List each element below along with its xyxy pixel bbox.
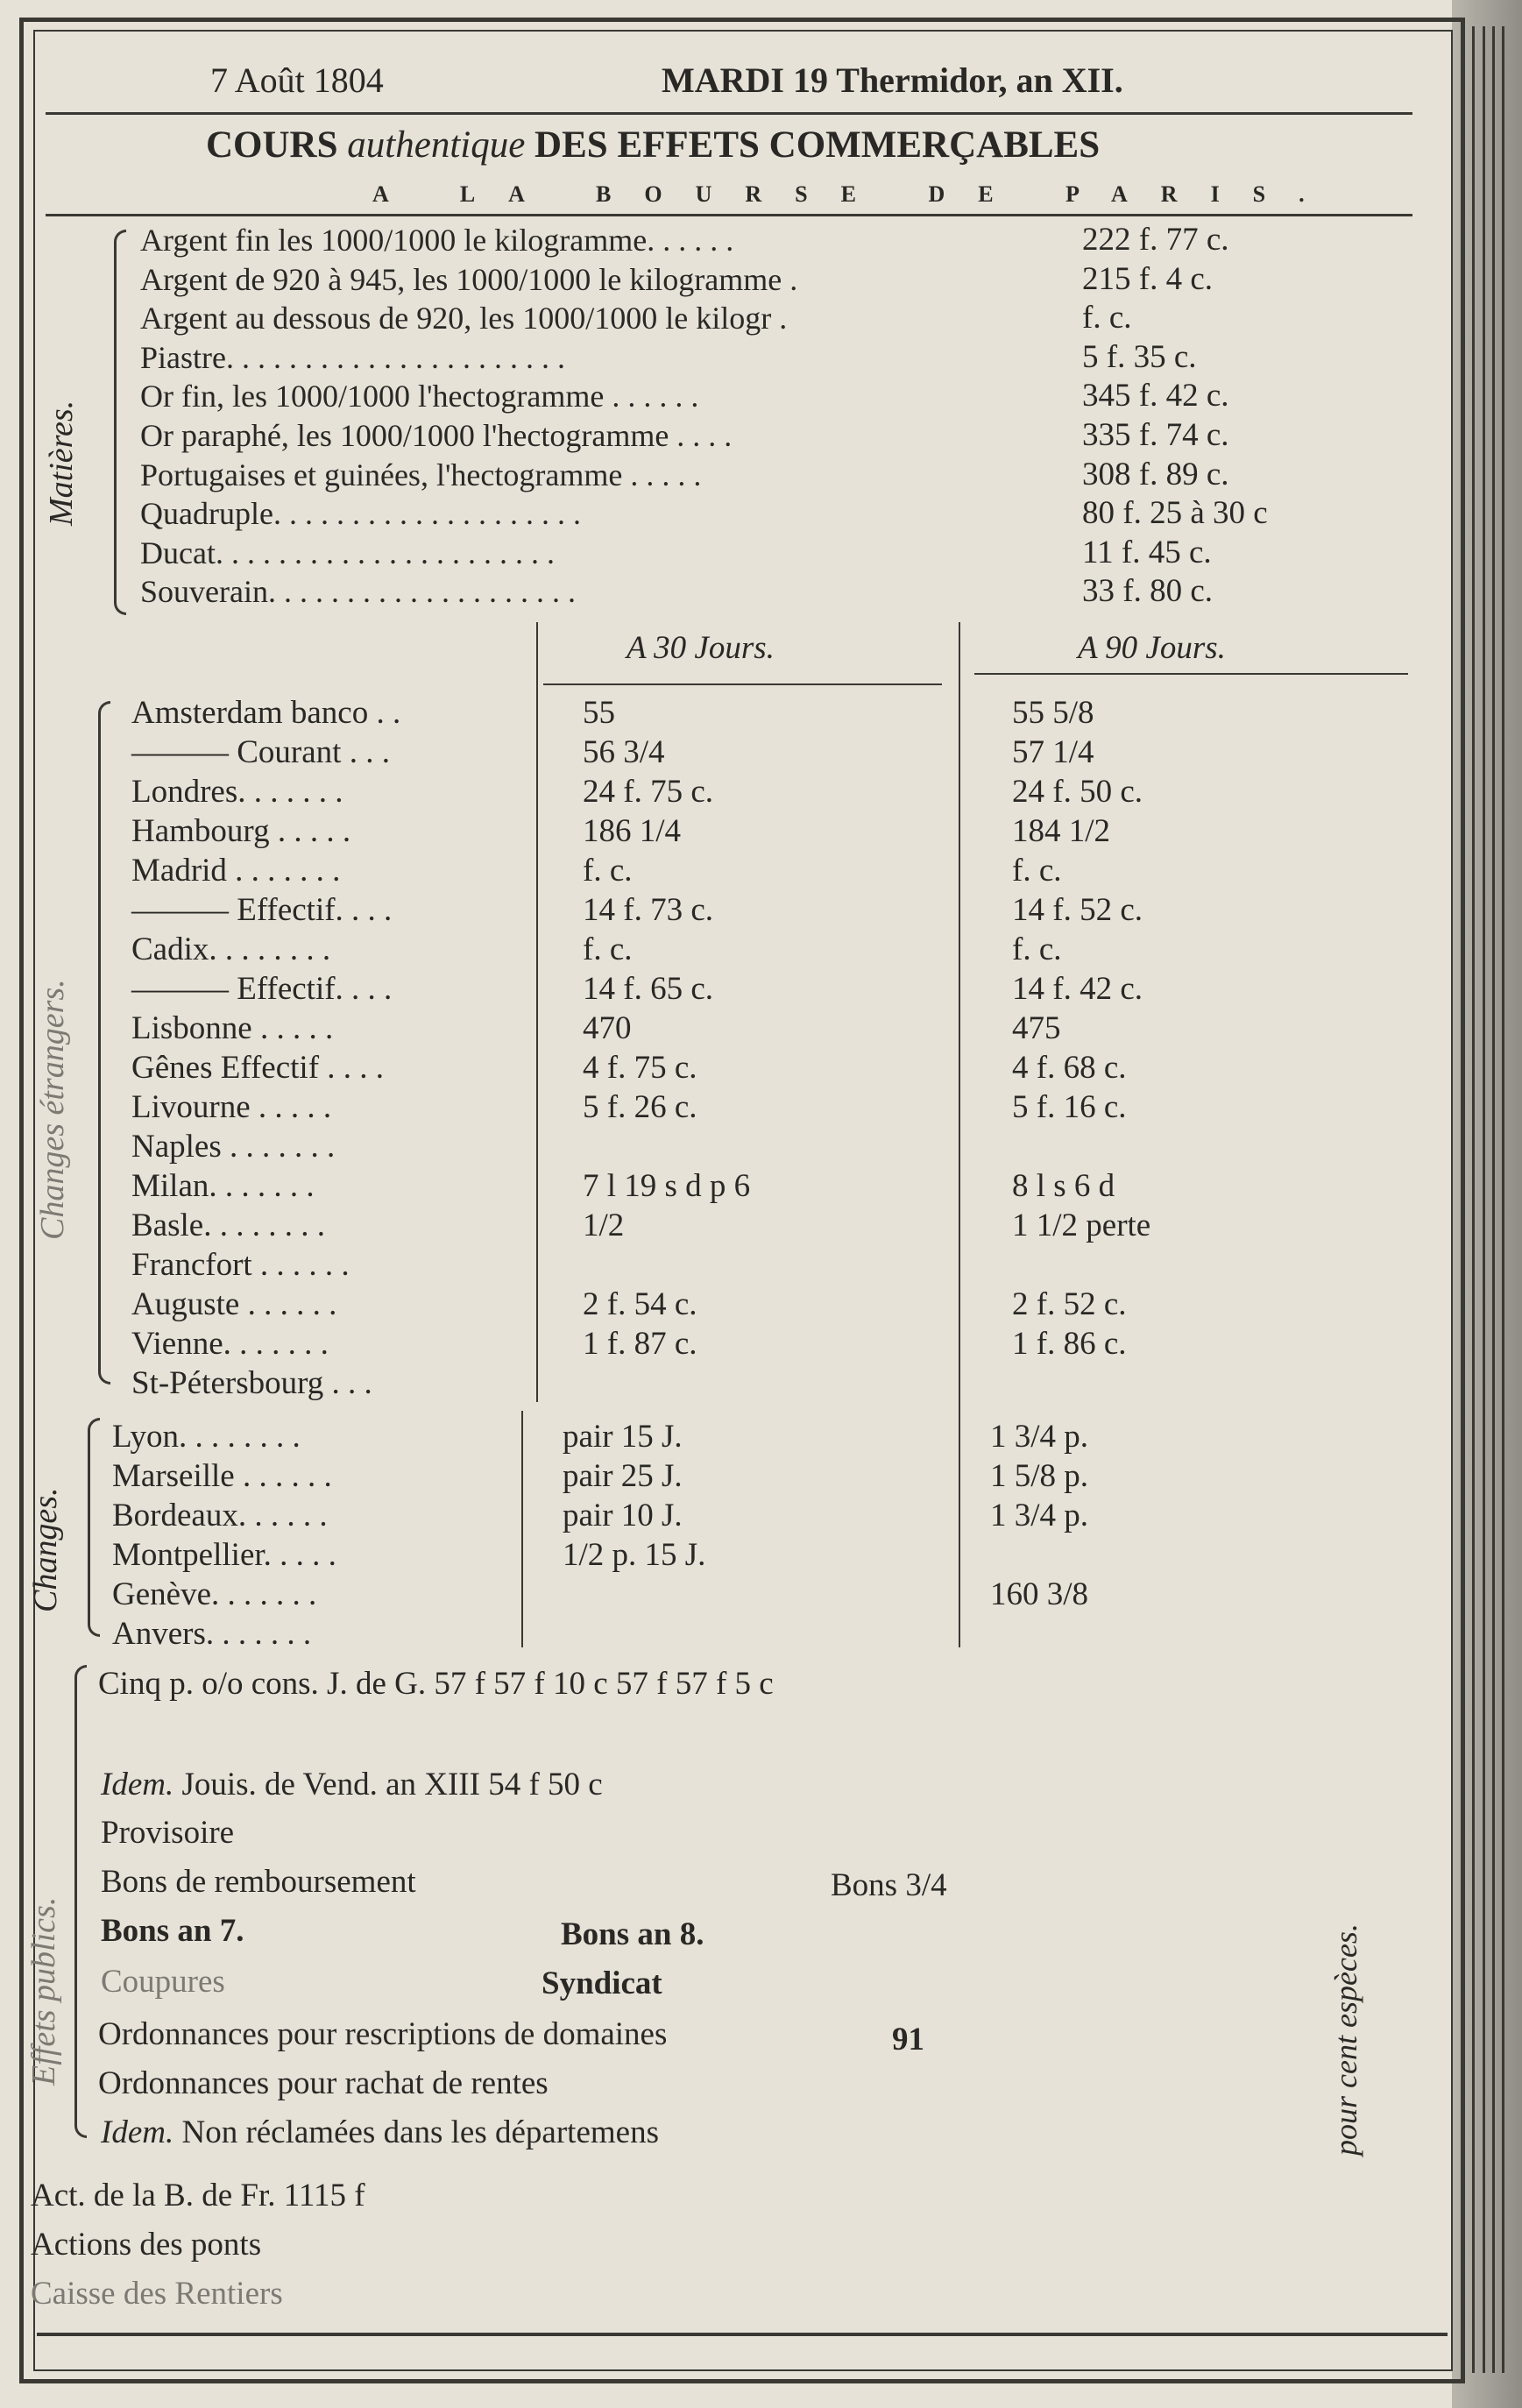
matiere-label: Argent de 920 à 945, les 1000/1000 le kilogramme .: [140, 261, 798, 297]
page-edge: [1483, 26, 1485, 2373]
column-rule: [536, 622, 538, 1402]
matiere-label: Ducat. . . . . . . . . . . . . . . . . . . . . .: [140, 535, 555, 570]
change-90-jours: 1 3/4 p.: [990, 1419, 1089, 1455]
change-30-jours: f. c.: [583, 931, 633, 967]
change-30-jours: 186 1/4: [583, 813, 682, 849]
col-header-90: A 90 Jours.: [1078, 630, 1226, 666]
column-rule: [959, 622, 960, 1647]
change-30-jours: 470: [583, 1010, 632, 1046]
matiere-value: 308 f. 89 c.: [1082, 456, 1229, 492]
change-90-jours: 160 3/8: [990, 1576, 1089, 1612]
change-city: Livourne . . . . .: [131, 1089, 332, 1125]
divider: [46, 112, 1412, 115]
date-republican: MARDI 19 Thermidor, an XII.: [662, 60, 1123, 100]
change-90-jours: 2 f. 52 c.: [1012, 1286, 1127, 1322]
change-city: Bordeaux. . . . . .: [112, 1498, 328, 1533]
brace: [114, 230, 126, 615]
change-90-jours: 8 l s 6 d: [1012, 1168, 1115, 1204]
matiere-label: Or paraphé, les 1000/1000 l'hectogramme . . . .: [140, 418, 733, 453]
side-label-changes: Changes.: [27, 1487, 64, 1612]
page-edge: [1472, 26, 1475, 2373]
change-city: Amsterdam banco . .: [131, 695, 401, 731]
change-90-jours: 1 3/4 p.: [990, 1498, 1089, 1533]
change-30-jours: 56 3/4: [583, 734, 665, 770]
page-title: COURS authentique DES EFFETS COMMERÇABLES: [206, 124, 1101, 166]
change-city: ——— Effectif. . . .: [131, 971, 393, 1007]
change-30-jours: 2 f. 54 c.: [583, 1286, 697, 1322]
idem-jouissance-vendemiaire: Idem. Jouis. de Vend. an XIII 54 f 50 c: [101, 1767, 603, 1802]
change-30-jours: 1/2: [583, 1208, 625, 1243]
side-label-effets-publics: Effets publics.: [25, 1896, 62, 2086]
matiere-label: Argent au dessous de 920, les 1000/1000 le kilogr .: [140, 301, 788, 336]
ordonnances-rescriptions-value: 91: [892, 2022, 924, 2057]
matiere-label: Or fin, les 1000/1000 l'hectogramme . . . . . .: [140, 379, 699, 414]
matiere-label: Argent fin les 1000/1000 le kilogramme. . . . . .: [140, 223, 734, 258]
matiere-value: 335 f. 74 c.: [1082, 417, 1229, 453]
change-90-jours: 55 5/8: [1012, 695, 1094, 731]
change-city: Hambourg . . . . .: [131, 813, 351, 849]
change-30-jours: f. c.: [583, 853, 633, 889]
change-30-jours: 1/2 p. 15 J.: [563, 1537, 706, 1573]
change-city: ——— Effectif. . . .: [131, 892, 393, 928]
change-30-jours: pair 25 J.: [563, 1458, 683, 1494]
coupures: Coupures: [101, 1964, 225, 2000]
change-30-jours: 14 f. 73 c.: [583, 892, 713, 928]
col-header-30: A 30 Jours.: [626, 630, 775, 666]
change-city: Marseille . . . . . .: [112, 1458, 332, 1494]
change-city: Madrid . . . . . . .: [131, 853, 341, 889]
change-city: Lisbonne . . . . .: [131, 1010, 334, 1046]
matiere-value: 33 f. 80 c.: [1082, 573, 1213, 610]
bons-an-8: Bons an 8.: [561, 1916, 704, 1952]
change-city: Gênes Effectif . . . .: [131, 1050, 385, 1086]
change-city: Milan. . . . . . .: [131, 1168, 315, 1204]
divider: [37, 2333, 1448, 2336]
caisse-des-rentiers: Caisse des Rentiers: [31, 2276, 283, 2312]
change-city: Montpellier. . . . .: [112, 1537, 336, 1573]
change-city: Auguste . . . . . .: [131, 1286, 337, 1322]
matiere-label: Piastre. . . . . . . . . . . . . . . . . . . . . .: [140, 339, 565, 375]
page-subtitle: A LA BOURSE DE PARIS.: [372, 181, 1338, 207]
change-city: Basle. . . . . . . .: [131, 1208, 325, 1243]
change-city: Naples . . . . . . .: [131, 1129, 336, 1165]
provisoire: Provisoire: [101, 1815, 235, 1851]
change-30-jours: 5 f. 26 c.: [583, 1089, 697, 1125]
change-90-jours: 4 f. 68 c.: [1012, 1050, 1127, 1086]
change-city: Cadix. . . . . . . .: [131, 931, 331, 967]
matiere-value: 5 f. 35 c.: [1082, 338, 1197, 375]
bons-trois-quarts: Bons 3/4: [831, 1867, 947, 1903]
side-label-pour-cent-especes: pour cent espèces.: [1328, 1923, 1363, 2156]
syndicat: Syndicat: [542, 1965, 662, 2001]
change-90-jours: 475: [1012, 1010, 1061, 1046]
change-90-jours: 5 f. 16 c.: [1012, 1089, 1127, 1125]
brace: [98, 701, 110, 1385]
change-90-jours: 1 5/8 p.: [990, 1458, 1089, 1494]
bons-de-remboursement: Bons de remboursement: [101, 1864, 416, 1900]
idem-non-reclamees: Idem. Non réclamées dans les départemens: [101, 2114, 659, 2150]
change-90-jours: 184 1/2: [1012, 813, 1111, 849]
brace: [88, 1418, 100, 1637]
matiere-label: Souverain. . . . . . . . . . . . . . . . . . . .: [140, 574, 576, 610]
matiere-value: 215 f. 4 c.: [1082, 260, 1213, 297]
side-label-matieres: Matières.: [43, 400, 80, 526]
change-30-jours: pair 10 J.: [563, 1498, 683, 1533]
change-30-jours: 24 f. 75 c.: [583, 774, 713, 810]
matiere-value: 222 f. 77 c.: [1082, 222, 1229, 258]
change-90-jours: 1 f. 86 c.: [1012, 1326, 1127, 1362]
column-rule: [521, 1411, 523, 1647]
ordonnances-rescriptions: Ordonnances pour rescriptions de domaines: [98, 2016, 668, 2052]
divider: [974, 673, 1408, 675]
matiere-value: 11 f. 45 c.: [1082, 534, 1212, 570]
change-30-jours: 55: [583, 695, 615, 731]
divider: [543, 683, 942, 685]
matiere-value: 345 f. 42 c.: [1082, 378, 1229, 414]
brace: [74, 1665, 87, 2138]
change-city: Genève. . . . . . .: [112, 1576, 317, 1612]
change-90-jours: 14 f. 52 c.: [1012, 892, 1143, 928]
change-30-jours: 14 f. 65 c.: [583, 971, 713, 1007]
change-90-jours: f. c.: [1012, 853, 1062, 889]
ordonnances-rachat-rentes: Ordonnances pour rachat de rentes: [98, 2065, 549, 2101]
change-30-jours: 7 l 19 s d p 6: [583, 1168, 751, 1204]
change-city: Anvers. . . . . . .: [112, 1616, 312, 1652]
change-90-jours: 14 f. 42 c.: [1012, 971, 1143, 1007]
change-90-jours: f. c.: [1012, 931, 1062, 967]
change-90-jours: 24 f. 50 c.: [1012, 774, 1143, 810]
change-city: Vienne. . . . . . .: [131, 1326, 329, 1362]
side-label-changes-etrangers: Changes étrangers.: [34, 979, 71, 1240]
change-city: Francfort . . . . . .: [131, 1247, 350, 1283]
change-city: Londres. . . . . . .: [131, 774, 343, 810]
matiere-label: Quadruple. . . . . . . . . . . . . . . . . . . .: [140, 496, 581, 532]
matiere-label: Portugaises et guinées, l'hectogramme . . . . .: [140, 457, 702, 492]
change-city: St-Pétersbourg . . .: [131, 1365, 372, 1401]
change-30-jours: pair 15 J.: [563, 1419, 683, 1455]
matiere-value: f. c.: [1082, 300, 1132, 336]
change-90-jours: 57 1/4: [1012, 734, 1094, 770]
change-90-jours: 1 1/2 perte: [1012, 1208, 1151, 1243]
page-edge: [1502, 26, 1504, 2373]
change-city: ——— Courant . . .: [131, 734, 390, 770]
change-city: Lyon. . . . . . . .: [112, 1419, 301, 1455]
actions-des-ponts: Actions des ponts: [31, 2227, 262, 2263]
matiere-value: 80 f. 25 à 30 c: [1082, 495, 1268, 532]
change-30-jours: 4 f. 75 c.: [583, 1050, 697, 1086]
actions-banque-de-france: Act. de la B. de Fr. 1115 f: [31, 2178, 365, 2213]
date-gregorian: 7 Août 1804: [210, 60, 384, 100]
bons-an-7: Bons an 7.: [101, 1913, 244, 1949]
cinq-pour-cent-consolides: Cinq p. o/o cons. J. de G. 57 f 57 f 10 c 57 f 57 f 5 c: [98, 1666, 774, 1702]
divider: [46, 214, 1412, 216]
change-30-jours: 1 f. 87 c.: [583, 1326, 697, 1362]
page-edge: [1492, 26, 1495, 2373]
